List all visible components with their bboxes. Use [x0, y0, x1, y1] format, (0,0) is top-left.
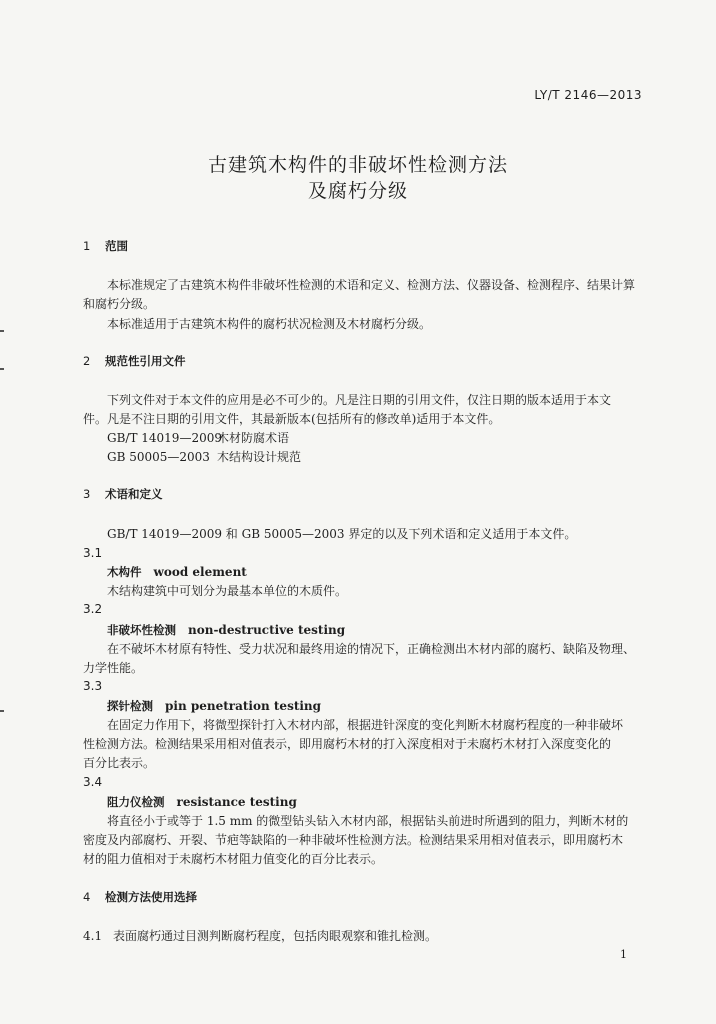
- definition-line: 在不破坏木材原有特性、受力状况和最终用途的情况下，正确检测出木材内部的腐朽、缺陷及物理、: [107, 642, 636, 656]
- document-title: 古建筑木构件的非破坏性检测方法: [207, 154, 508, 176]
- term-en: resistance testing: [176, 795, 297, 809]
- definition-line: 性检测方法。检测结果采用相对值表示，即用腐朽木材的打入深度相对于未腐朽木材打入深度变化的: [83, 737, 612, 751]
- document-title-line2: 及腐朽分级: [307, 180, 408, 202]
- reference-code: GB 50005—2003: [107, 450, 210, 464]
- scan-mark: [0, 710, 4, 712]
- paragraph-line: 和腐朽分级。: [83, 297, 156, 311]
- section-title: 术语和定义: [105, 487, 163, 501]
- section-number: 4: [83, 890, 91, 904]
- clause-number: 3.3: [83, 679, 103, 693]
- section-number: 1: [83, 239, 91, 253]
- clause-number: 4.1: [83, 929, 103, 943]
- definition-line: 将直径小于或等于 1.5 mm 的微型钻头钻入木材内部，根据钻头前进时所遇到的阻力，判断木材的: [107, 814, 629, 828]
- term-en: pin penetration testing: [165, 699, 322, 713]
- reference-title: 木材防腐术语: [217, 431, 290, 445]
- paragraph-line: GB/T 14019—2009 和 GB 50005—2003 界定的以及下列术语和定义适用于本文件。: [107, 527, 577, 541]
- paragraph-line: 本标准规定了古建筑木构件非破坏性检测的术语和定义、检测方法、仪器设备、检测程序、结果计算: [107, 278, 636, 292]
- clause-number: 3.2: [83, 602, 103, 616]
- section-number: 3: [83, 487, 91, 501]
- definition-line: 密度及内部腐朽、开裂、节疤等缺陷的一种非破坏性检测方法。检测结果采用相对值表示，即用腐朽木: [83, 833, 624, 847]
- clause-line: [83, 928, 437, 944]
- definition-line: 木结构建筑中可划分为最基本单位的木质件。: [107, 584, 348, 598]
- paragraph-line: 件。凡是不注日期的引用文件，其最新版本(包括所有的修改单)适用于本文件。: [83, 412, 501, 426]
- reference-title: 木结构设计规范: [217, 450, 302, 464]
- term-heading: [107, 698, 321, 714]
- term-zh: 探针检测: [107, 699, 153, 713]
- paragraph-line: 下列文件对于本文件的应用是必不可少的。凡是注日期的引用文件，仅注日期的版本适用于本文: [107, 393, 612, 407]
- section-number: 2: [83, 354, 91, 368]
- reference-item: [107, 430, 289, 446]
- section-title: 规范性引用文件: [105, 354, 186, 368]
- term-heading: [107, 564, 247, 580]
- scan-mark: [0, 368, 4, 370]
- section-heading: [83, 889, 197, 905]
- clause-text: 表面腐朽通过目测判断腐朽程度，包括肉眼观察和锥扎检测。: [113, 929, 438, 943]
- definition-line: 在固定力作用下，将微型探针打入木材内部，根据进针深度的变化判断木材腐朽程度的一种非破坏: [107, 718, 624, 732]
- section-title: 检测方法使用选择: [105, 890, 197, 904]
- term-heading: [107, 794, 297, 810]
- definition-line: 材的阻力值相对于未腐朽木材阻力值变化的百分比表示。: [83, 852, 384, 866]
- term-zh: 木构件: [107, 565, 142, 579]
- term-zh: 非破坏性检测: [107, 623, 176, 637]
- definition-line: 力学性能。: [83, 661, 144, 675]
- paragraph-line: 本标准适用于古建筑木构件的腐朽状况检测及木材腐朽分级。: [107, 317, 432, 331]
- section-heading: [83, 238, 128, 254]
- section-title: 范围: [105, 239, 128, 253]
- term-en: non-destructive testing: [188, 623, 346, 637]
- clause-number: 3.1: [83, 546, 103, 560]
- definition-line: 百分比表示。: [83, 756, 156, 770]
- term-heading: [107, 622, 345, 638]
- scan-mark: [0, 330, 4, 332]
- term-en: wood element: [153, 565, 247, 579]
- reference-code: GB/T 14019—2009: [107, 431, 222, 445]
- section-heading: [83, 486, 163, 502]
- term-zh: 阻力仪检测: [107, 795, 165, 809]
- clause-number: 3.4: [83, 775, 103, 789]
- section-heading: [83, 353, 186, 369]
- reference-item: [107, 449, 301, 465]
- page-number: 1: [620, 948, 627, 961]
- standard-code: LY/T 2146—2013: [534, 88, 642, 102]
